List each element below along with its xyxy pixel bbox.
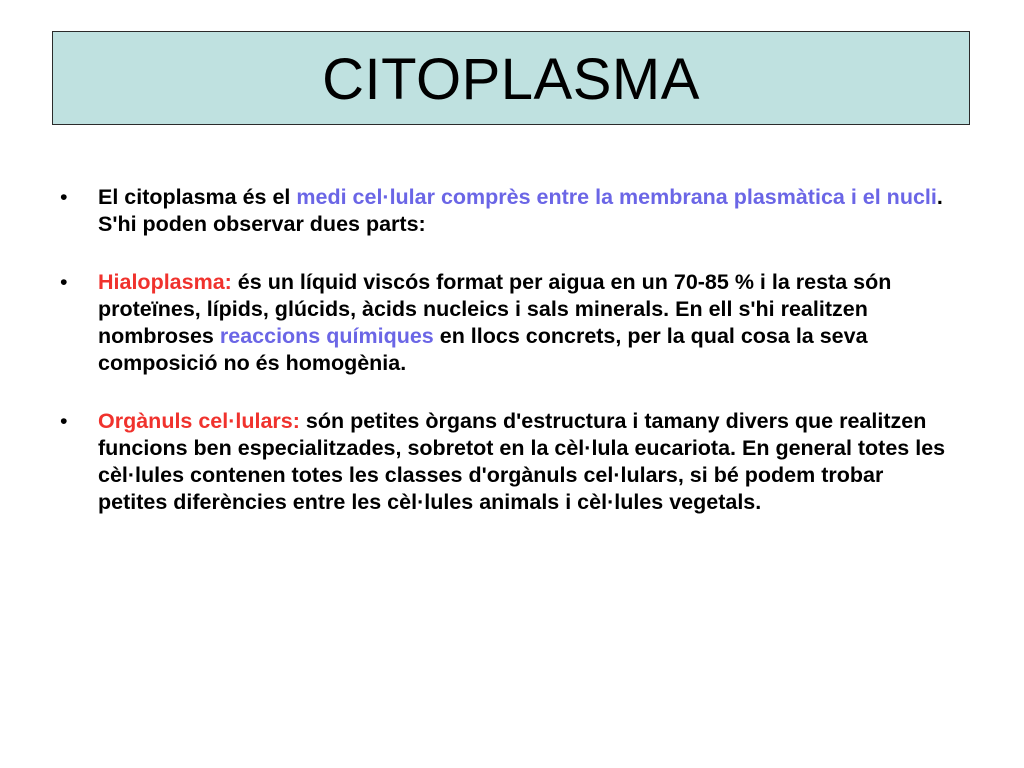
- bullet-text-segment: en llocs concrets, per la qual cosa la seva composició no és homogènia.: [98, 324, 868, 375]
- bullet-text-segment: El citoplasma és el: [98, 185, 297, 209]
- bullet-highlight-blue: medi cel·lular comprès entre la membrana plasmàtica i el nucli: [296, 185, 937, 209]
- bullet-text-segment: és un líquid viscós format per aigua en un 70-85 % i la resta són proteïnes, lípids, glúcids, àcids nucleics i sals minerals. En ell s'hi realitzen nombroses: [98, 270, 892, 348]
- bullet-text-segment: són petites òrgans d'estructura i tamany divers que realitzen funcions ben especialitzades, sobretot en la cèl·lula eucariota. En general totes les cèl·lules contenen totes les classes d'orgànuls cel·lulars, si bé podem trobar petites diferències entre les cèl·lules animals i cèl·lules vegetals.: [98, 409, 946, 514]
- bullet-text-segment: . S'hi poden observar dues parts:: [98, 185, 943, 236]
- bullet-item-1: [58, 184, 958, 238]
- bullet-list: [58, 184, 958, 516]
- bullet-item-3: [58, 408, 958, 516]
- bullet-item-2: [58, 269, 958, 377]
- bullet-term-organuls: Orgànuls cel·lulars:: [98, 409, 300, 433]
- bullet-term-hialoplasma: Hialoplasma:: [98, 270, 232, 294]
- title-box: [52, 31, 970, 125]
- bullet-marker: •: [60, 270, 68, 294]
- bullet-marker: •: [60, 185, 68, 209]
- bullet-marker: •: [60, 409, 68, 433]
- bullet-highlight-blue: reaccions químiques: [219, 324, 434, 348]
- slide-title: CITOPLASMA: [322, 47, 700, 112]
